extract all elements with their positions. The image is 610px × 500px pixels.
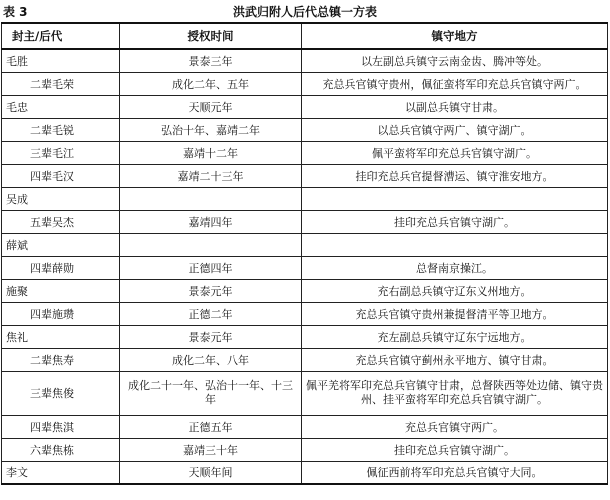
table-row bbox=[2, 72, 608, 95]
table-row bbox=[2, 348, 608, 371]
table-row bbox=[2, 210, 608, 233]
table-row bbox=[2, 415, 608, 438]
row-post: 挂印充总兵官镇守湖广。 bbox=[302, 438, 608, 461]
row-date: 天顺元年 bbox=[120, 95, 302, 118]
row-post: 充总兵官镇守蓟州永平地方、镇守甘肃。 bbox=[302, 348, 608, 371]
table-row bbox=[2, 325, 608, 348]
row-name: 毛胜 bbox=[2, 49, 120, 72]
row-name: 五辈吴杰 bbox=[2, 210, 120, 233]
header-date: 授权时间 bbox=[120, 23, 302, 49]
row-date: 成化二十一年、弘治十一年、十三年 bbox=[120, 371, 302, 415]
row-post: 充右副总兵镇守辽东义州地方。 bbox=[302, 279, 608, 302]
row-name: 吴成 bbox=[2, 187, 120, 210]
row-date: 天顺年间 bbox=[120, 461, 302, 484]
header-row bbox=[2, 23, 608, 49]
table-row bbox=[2, 302, 608, 325]
row-date bbox=[120, 187, 302, 210]
table-row bbox=[2, 438, 608, 461]
row-post: 佩平羌将军印充总兵官镇守甘肃，总督陕西等处边储、镇守贵州、挂平蛮将军印充总兵官镇守湖广。 bbox=[302, 371, 608, 415]
garrison-table bbox=[1, 22, 608, 485]
row-name: 二辈焦寿 bbox=[2, 348, 120, 371]
table-row bbox=[2, 141, 608, 164]
table-row bbox=[2, 118, 608, 141]
row-name: 四辈施瓒 bbox=[2, 302, 120, 325]
table-body bbox=[2, 49, 608, 484]
row-post: 总督南京操江。 bbox=[302, 256, 608, 279]
row-name: 四辈毛汉 bbox=[2, 164, 120, 187]
row-name: 二辈毛荣 bbox=[2, 72, 120, 95]
row-name: 四辈焦淇 bbox=[2, 415, 120, 438]
table-row bbox=[2, 256, 608, 279]
row-date: 嘉靖十二年 bbox=[120, 141, 302, 164]
table-row bbox=[2, 233, 608, 256]
row-date: 嘉靖三十年 bbox=[120, 438, 302, 461]
row-post bbox=[302, 233, 608, 256]
table-row bbox=[2, 461, 608, 484]
row-name: 六辈焦栋 bbox=[2, 438, 120, 461]
row-post: 挂印充总兵官镇守湖广。 bbox=[302, 210, 608, 233]
row-post: 充总兵官镇守两广。 bbox=[302, 415, 608, 438]
row-post: 充总兵官镇守贵州兼提督清平等卫地方。 bbox=[302, 302, 608, 325]
row-post: 挂印充总兵官提督漕运、镇守淮安地方。 bbox=[302, 164, 608, 187]
row-post: 充总兵官镇守贵州，佩征蛮将军印充总兵官镇守两广。 bbox=[302, 72, 608, 95]
row-date: 景泰元年 bbox=[120, 279, 302, 302]
row-date: 正德二年 bbox=[120, 302, 302, 325]
row-post: 充左副总兵镇守辽东宁远地方。 bbox=[302, 325, 608, 348]
row-date: 嘉靖四年 bbox=[120, 210, 302, 233]
table-row bbox=[2, 371, 608, 415]
row-date bbox=[120, 233, 302, 256]
table-row bbox=[2, 49, 608, 72]
row-post: 以左副总兵镇守云南金齿、腾冲等处。 bbox=[302, 49, 608, 72]
table-row bbox=[2, 95, 608, 118]
header-lord: 封主/后代 bbox=[2, 23, 120, 49]
row-date: 弘治十年、嘉靖二年 bbox=[120, 118, 302, 141]
header-post: 镇守地方 bbox=[302, 23, 608, 49]
row-name: 四辈薛勋 bbox=[2, 256, 120, 279]
row-post: 佩征西前将军印充总兵官镇守大同。 bbox=[302, 461, 608, 484]
row-name: 施聚 bbox=[2, 279, 120, 302]
row-post: 佩平蛮将军印充总兵官镇守湖广。 bbox=[302, 141, 608, 164]
row-name: 三辈焦俊 bbox=[2, 371, 120, 415]
table-row bbox=[2, 164, 608, 187]
table-row bbox=[2, 279, 608, 302]
table-row bbox=[2, 187, 608, 210]
table-number: 表 3 bbox=[3, 5, 28, 19]
row-date: 成化二年、八年 bbox=[120, 348, 302, 371]
row-name: 二辈毛锐 bbox=[2, 118, 120, 141]
row-date: 正德四年 bbox=[120, 256, 302, 279]
table-title: 洪武归附人后代总镇一方表 bbox=[232, 5, 377, 19]
row-name: 焦礼 bbox=[2, 325, 120, 348]
row-post: 以副总兵镇守甘肃。 bbox=[302, 95, 608, 118]
table-caption bbox=[0, 0, 610, 22]
row-post bbox=[302, 187, 608, 210]
row-date: 成化二年、五年 bbox=[120, 72, 302, 95]
row-name: 李文 bbox=[2, 461, 120, 484]
row-name: 毛忠 bbox=[2, 95, 120, 118]
row-post: 以总兵官镇守两广、镇守湖广。 bbox=[302, 118, 608, 141]
row-date: 嘉靖二十三年 bbox=[120, 164, 302, 187]
row-name: 薛斌 bbox=[2, 233, 120, 256]
row-date: 景泰三年 bbox=[120, 49, 302, 72]
row-name: 三辈毛江 bbox=[2, 141, 120, 164]
row-date: 景泰元年 bbox=[120, 325, 302, 348]
row-date: 正德五年 bbox=[120, 415, 302, 438]
